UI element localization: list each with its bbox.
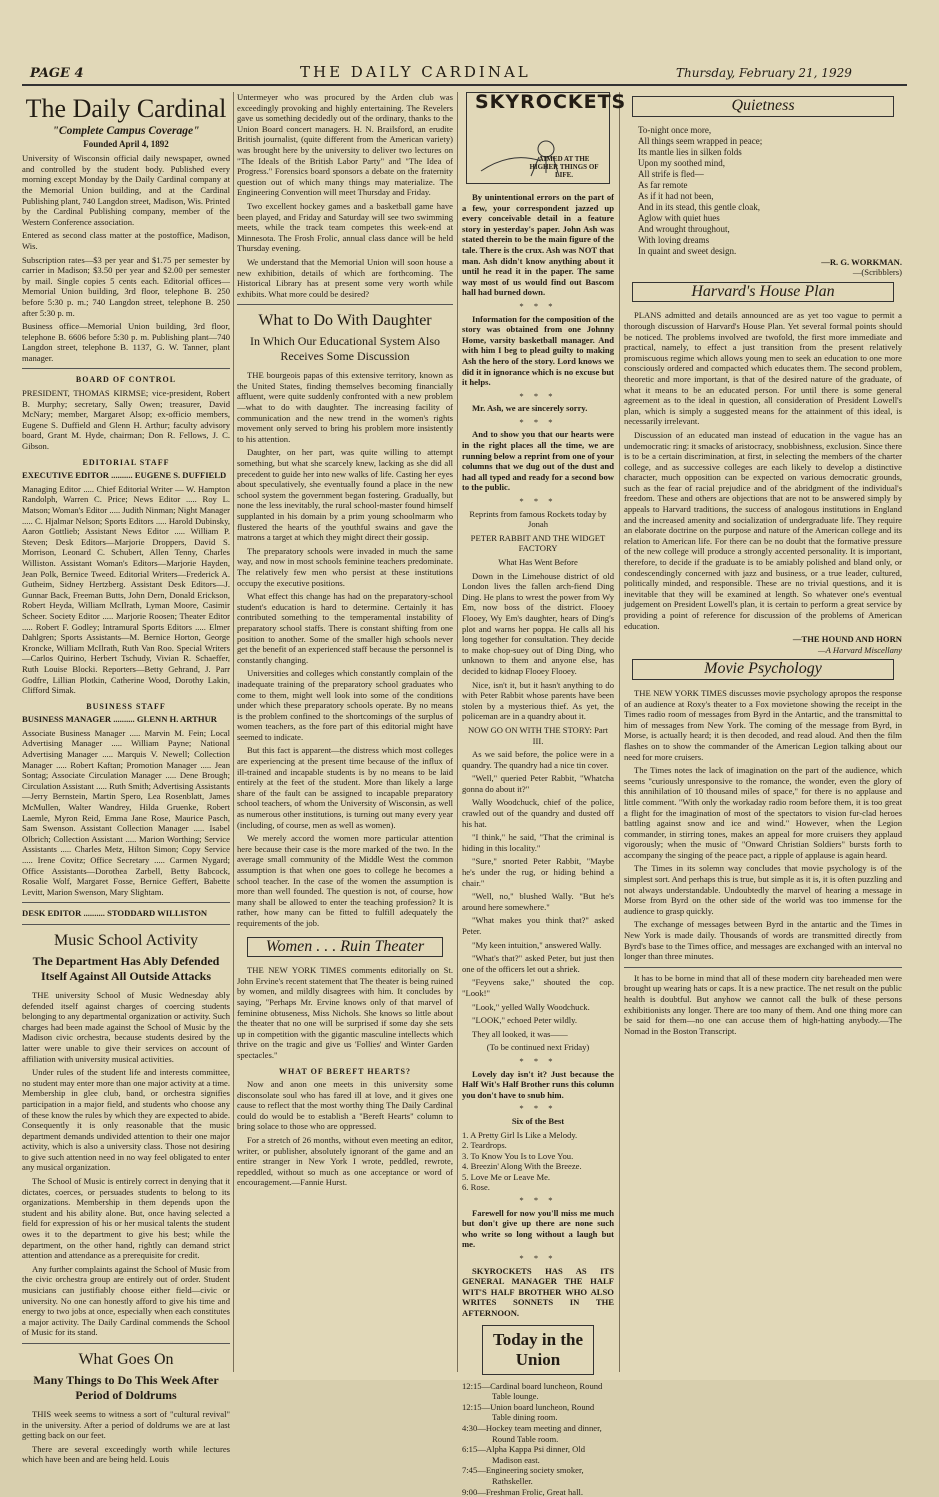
skyrockets-title: SKYROCKETS	[475, 91, 627, 113]
bereft-paragraph: Now and anon one meets in this university some disconsolate soul who has fared ill at love, and it gives one cause to reflect that the most worthy thing The Daily Cardinal could do would be to establish a "Bereft Hearts" column to bring solace to those who are oppressed.	[237, 1079, 453, 1132]
list-item: 2. Teardrops.	[462, 1140, 507, 1151]
list-item: 9:00—Freshman Frolic, Great hall.	[462, 1486, 584, 1497]
goes-on-paragraph: There are several exceedingly worth while lectures which have been and are being held. Louis	[22, 1443, 230, 1465]
story-paragraph: Down in the Limehouse district of old London lives the fallen arch-fiend Ding Ding. He plans to wrest the power from Wy Em, now boss of the district. Flooey Flooey, Wy Em's daughter, hears of Ding's plot and warns her poppa. He calls all his long together for consultation. They decide to make chop-suey out of Ding Ding, who unknown to them and anyone else, has decided to kidnap Flooey Flooey.	[462, 570, 614, 676]
business-manager: BUSINESS MANAGER .......... GLENN H. ARTHUR	[22, 714, 217, 725]
column-2	[237, 92, 453, 1374]
harvard-source-sub: —A Harvard Miscellany	[817, 644, 902, 655]
divider	[22, 924, 230, 925]
story-paragraph: As we said before, the police were in a quandry. The quandry had a nice tin cover.	[462, 749, 614, 770]
divider	[237, 304, 453, 305]
list-item: 6:15—Alpha Kappa Psi dinner, Old Madison east.	[462, 1444, 586, 1465]
skyrockets-subtitle: AIMED AT THE HIGHER THINGS OF LIFE.	[529, 155, 599, 179]
story-recap-heading: What Has Went Before	[498, 557, 578, 567]
story-paragraph: "Feyvens sake," shouted the cop. "Look!"	[462, 977, 614, 998]
daughter-paragraph: Daughter, on her part, was quite willing to attempt something, but what she scarcely knew, lacking as she did all precedent to guide her into new walks of life. Casting her eyes about speculatively, she eventually found a place in the new school system the government began fostering. Gradually, but none the less inevitably, the rural school-master found himself supplanted in his domain by a prim young schoolmarm who flustered the hearts of the youthful swains and gave the matrons a target at which they might direct their gossip.	[237, 447, 453, 543]
goes-on-continued: We understand that the Memorial Union will soon house a new exhibition, details of which are forthcoming. The Historical Library has at present some very worth while exhibits. What more could be desired?	[237, 256, 453, 299]
quietness-poem	[624, 125, 902, 257]
paper-title: The Daily Cardinal	[25, 94, 227, 123]
story-paragraph: They all looked, it was——	[472, 1028, 568, 1039]
daughter-paragraph: THE bourgeois papas of this extensive territory, known as the United States, finding themselves becoming financially affluent, were quite suddenly confronted with a new problem—what to do with daughter. The increasing facility of communication and the new trend in the women's rights movement only served to bring his problem more insistently to his attention.	[237, 370, 453, 444]
dingbat: * * *	[519, 1103, 557, 1114]
daughter-paragraph: What effect this change has had on the preparatory-school student's education is hard to determine. Certainly it has contributed something to the temperamental instability of preparatory school staffs. There is constant shifting from one position to another. Some of the smaller high schools never get the benefit of an experienced staff because the personnel is constantly changing.	[237, 591, 453, 665]
list-item: 4:30—Hockey team meeting and dinner, Round Table room.	[462, 1422, 602, 1444]
movie-paragraph: The Times notes the lack of imagination on the part of the audience, which seems "curiously unresponsive to the romance, the wonder, even the glory of this annihilation of 10 thousand miles of space," for there is no applause and little comment. "With only the workaday radio room before them, it is too great a flight for the imagination of most of the spectators to vision fur-clad heroes battling against snow and ice and wind." However, when the Legion commander, in stirring tones, makes an appeal for more cruisers they applaud vigorously; when the music of "Onward Christian Soldiers" bursts forth to accompany the singing of the peace pact, a ripple of applause is again heard.	[624, 765, 902, 860]
story-part-heading: NOW GO ON WITH THE STORY: Part III.	[468, 724, 608, 746]
dingbat: * * *	[519, 496, 557, 507]
dingbat: * * *	[519, 390, 557, 401]
six-best-list	[462, 1130, 614, 1194]
daughter-paragraph: But this fact is apparent—the distress which most colleges are experiencing at the present time because of the influx of ill-trained and incapable students is by no means to be laid entirely at the feet of the student. More than likely a large share of the fault can be assigned to incapable preparatory school teachers, of whom the University of Wisconsin, as well as numerous other institutions, is turning out many every year (including, of course, men as well as women).	[237, 745, 453, 830]
movie-psychology-headline: Movie Psychology	[632, 659, 894, 680]
dingbat: * * *	[519, 1055, 557, 1066]
movie-paragraph: The exchange of messages between Byrd in the antartic and the Times in New York is made daily. Thousands of words are transmitted directly from Byrd's base to the Times office, and messages are exchanged with an interval no longer than three minutes.	[624, 919, 902, 962]
skyrockets-paragraph: SKYROCKETS HAS AS ITS GENERAL MANAGER THE HALF WIT'S HALF BROTHER WHO ALSO WRITES SONNETS IN THE AFTERNOON.	[462, 1265, 614, 1318]
story-title: PETER RABBIT AND THE WIDGET FACTORY	[470, 532, 606, 554]
poem-line: In quaint and sweet design.	[638, 245, 737, 256]
business-staff-text: Associate Business Manager ..... Marvin M. Fein; Local Advertising Manager ..... William Payne; National Advertising Manager ..... Marquis V. Newell; Collection Manager ..... Robert Kaftan; Promotion Manager ..... Jean Sontag; Associate Circulation Manager ..... Dene Brough; Circulation Assistant ..... Ruth Smith; Advertising Assistants—Jerry Bernstein, Martin Spero, Lea Rosenblatt, James McMullen, Walter Wandrey, Hilda Gruenke, Robert Laemle, Myron Reid, Emma Jane Rose, Maurice Pasch, Sam Swenson. Assistant Collection Manager ..... Isabel Olbrich; Collection Assistant ..... Marion Worthing; Service Assistants ..... Charles Metz, Hilton Simon; Copy Service ..... Irene Covitz; Office Secretary ..... Carmen Nygard; Office Assistants—Dorothea Zarbell, Betty Babcock, Rosalie Wolf, Margaret Fosse, Bernice Geffert, Babette Levitt, Marion Swenson, Mary Slightam.	[22, 727, 230, 897]
story-paragraph: "Sure," snorted Peter Rabbit, "Maybe he's under the rug, or hiding behind a chair."	[462, 856, 614, 888]
poem-line: Aglow with quiet hues	[638, 212, 720, 223]
list-item: 7:45—Engineering society smoker, Rathskeller.	[462, 1465, 584, 1486]
quietness-headline: Quietness	[632, 96, 894, 117]
story-paragraph: "What makes you think that?" asked Peter.	[462, 915, 614, 936]
column-1	[22, 92, 230, 1465]
women-ruin-theater-headline: Women . . . Ruin Theater	[247, 937, 443, 958]
bereft-hearts-heading: WHAT OF BEREFT HEARTS?	[279, 1066, 411, 1076]
list-item: 4. Breezin' Along With the Breeze.	[462, 1161, 582, 1172]
business-office-text: Business office—Memorial Union building, 3rd floor, telephone B. 6606 before 5:30 p. m. Publishing plant—740 Langdon street, telephone B. 1137, G. W. Tanner, plant manager.	[22, 321, 230, 363]
column-divider	[619, 92, 620, 1372]
music-headline: Music School Activity	[54, 931, 198, 949]
daughter-subheadline: In Which Our Educational System Also Receives Some Discussion	[249, 334, 441, 364]
founded-date: Founded April 4, 1892	[83, 138, 169, 149]
story-paragraph: "I think," he said, "That the criminal is hiding in this locality."	[462, 832, 614, 853]
story-paragraph: "Look," yelled Wally Woodchuck.	[472, 1001, 590, 1012]
list-item: 1. A Pretty Girl Is Like a Melody.	[462, 1129, 578, 1140]
skyrockets-paragraph: Information for the composition of the story was obtained from one Johnny Home, varsity basketball manager. And with him I beg to plead guilty to making Ash the hero of the story. Lord knows we did it in ignorance which is no excuse but it helps.	[462, 313, 614, 388]
harvard-headline: Harvard's House Plan	[632, 282, 894, 303]
goes-on-paragraph: THIS week seems to witness a sort of "cultural revival" in the university. After a period of doldrums we are at last getting back on our feet.	[22, 1408, 230, 1441]
story-continued: (To be continued next Friday)	[486, 1042, 590, 1053]
poem-line: And wrought throughout,	[638, 223, 730, 234]
today-in-union-heading: Today in the Union	[482, 1325, 594, 1375]
union-schedule	[462, 1381, 614, 1497]
bereft-paragraph: For a stretch of 26 months, without even meeting an editor, writer, or publisher, absolutely ignorant of the game and an entire stranger in New York I wrote, peddled, rewrote, repeddled, without so much as one acceptance or word of encouragement.—Fannie Hurst.	[237, 1135, 453, 1188]
daughter-paragraph: Universities and colleges which constantly complain of the inadequate training of the preparatory school graduates who come to them, might well look into some of the conditions under which these preparatory schools operate. By no means is the problem confined to the shortcomings of the surplus of women teachers, as the fore part of this editorial might have seemed to indicate.	[237, 668, 453, 742]
executive-editor: EXECUTIVE EDITOR .......... EUGENE S. DUFFIELD	[22, 470, 227, 481]
movie-paragraph: The Times in its solemn way concludes that movie psychology is of the simplest sort. And perhaps this is true, but simple as it is, it is often puzzling and not always understandable. Undoubtedly the marvel of hearing a message in Morse from Byrd on the other side of the world was too immense for the audience to grasp quickly.	[624, 863, 902, 916]
music-paragraph: Under rules of the student life and interests committee, no student may enter more than one major activity at a time. Membership in glee club, band, or orchestra signifies participation in a major field, and students who choose any of these know the rules by which they are expected to abide. Consequently it is only reasonable that the music department demands undivided attention to their one major activity, which is also a university class. Those not desiring to give such attention need in no way feel obligated to enter any musical organization.	[22, 1067, 230, 1173]
editorial-staff-text: Managing Editor ..... Chief Editorial Writer — W. Hampton Randolph, Warren C. Price; News Editor ..... Roy L. Matson; Woman's Editor ..... Judith Ninman; Night Manager ..... C. Hjalmar Nelson; Sports Editors ..... Harold Dubinsky, Aaron Gottlieb; Assistant News Editor ..... William P. Steven; Desk Editors—Marjorie Droppers, David S. Morrison, Leonard C. Schubert, Allen Tenny, Charles Williston. Assistant Woman's Editors—Marjorie Hayden, Jean Polk, Bernice Tweed. Editorial Writers—Frederick A. Gutheim, Sidney Hertzberg. Assistant Desk Editors—J. Gunnar Back, Freeman Butts, John Dern, Donald Erickson, Robert Heyda, William McIlrath, Lyman Moore, Casimir Scheer. Society Editor ..... Marjorie Roosen; Theater Editor ..... Robert F. Godley; Intramural Sports Editors ..... Elmer Dahlgren; Sports Assistants—M. Bernice Horton, George Kroncke, William McIlrath, Ruth Van Roo. Special Writers—Carlos Quirino, Herbert Tschudy, Vivian R. Schaeffer, Ruth Louise Blocki. Reporters—Betty Gehrand, J. Parr Godfre, Lillian Plotkin, Catherine Wood, Dorothy Lakin, Clifford Simak.	[22, 483, 230, 696]
board-of-control-heading: BOARD OF CONTROL	[75, 375, 177, 385]
harvard-paragraph: PLANS admitted and details announced are as yet too vague to permit a thorough discussion of Harvard's House Plan. Yet several formal points should be noticed. The problems involved are twofold, the first more immediate and practical, namely, to effect a just transition from the present relatively promiscuous regime which allows young men to seek an education to one more consciously ordered and compacted which educates them. The second problem, theoretic and more important, is that of the desired nature of the graduate, of what it means to be an educated person. For until there is some general agreement as to the ideal in question, all consideration of President Lowell's plan, which is simply a suggested means for the attainment of this ideal, is necessarily irrelevant.	[624, 310, 902, 427]
poem-line: And in its stead, this gentle cloak,	[638, 201, 760, 212]
women-paragraph: THE NEW YORK TIMES comments editorially on St. John Ervine's recent statement that The theater is being ruined by women, and mildly disagrees with him. It concludes by saying, "Perhaps Mr. Ervine knows only of that marvel of feminine obtuseness, Miss Nichols. She knows so little about the theater that no one will be surprised if some day she sets up in competition with the gigantic masculine intellects which thrive on the tragic and give us 'Follies' and Winter Garden spectacles."	[237, 965, 453, 1060]
poem-line: As if it had not been,	[638, 190, 714, 201]
header-rule	[22, 84, 907, 86]
harvard-paragraph: Discussion of an educated man instead of education in the vague has an undemocratic ring: it smacks of aristocracy, snobbishness, exclusion. Since there is to be a certain discrimination, at first, in selecting the members of the charter college, and as successive colleges are each likely to develop a distinctive character, much opposition can be expected on various democratic grounds, such as the fear of racial prejudice and of the abridgment of the individual's freedom. These and others are objections that are not to be answered simply by appeals to Harvard traditions, the success of analogous institutions in England and the increased amenity and socialization of undergraduate life. They require an elaborate doctrine on the purpose and nature of the American college and its relation to American life. For there can be no doubt that the formative pressure of the new college will produce a strongly accented personality. It is important, therefore, to decide if the graduate is to be amiably polished and bland only, or condescendingly concerned with jazz and business, or a true leader, cultured, politically minded, and responsible. These are no trivial questions, and it is inevitable that they will be examined at length. So whatever one's eventual judgement on President Lowell's plan, it is certain to perform a great service by providing a point of reference for discussion of the problems of American education.	[624, 429, 902, 631]
story-paragraph: "What's that?" asked Peter, but just then one of the officers let out a shriek.	[462, 953, 614, 974]
poem-line: All strife is fled—	[638, 168, 704, 179]
story-paragraph: "LOOK," echoed Peter wildly.	[472, 1015, 578, 1026]
issue-date: Thursday, February 21, 1929	[676, 66, 852, 80]
daughter-paragraph: The preparatory schools were invaded in much the same way, and now in most schools feminine teachers predominate. The relatively few men who persist at these institutions occupy the executive positions.	[237, 545, 453, 588]
poem-author: —R. G. WORKMAN.	[821, 256, 902, 267]
harvard-source: —THE HOUND AND HORN	[792, 634, 902, 645]
movie-paragraph: THE NEW YORK TIMES discusses movie psychology apropos the response of an audience at Roxy's theater to a Fox movietone showing the receipt in the Times radio room of messages from Byrd in the Antartic, and the transmittal to him of messages from New York. The coming of the message from Byrd, in Morse, is actually heard; it is then decoded, and read aloud. And then the film flashes on to show the commander of the American Legion talking about our need for more cruisers.	[624, 687, 902, 762]
business-staff-heading: BUSINESS STAFF	[86, 701, 166, 711]
poem-line: Its mantle lies in silken folds	[638, 146, 742, 157]
skyrockets-paragraph: Mr. Ash, we are sincerely sorry.	[472, 403, 588, 414]
list-item: 12:15—Cardinal board luncheon, Round Table lounge.	[462, 1380, 603, 1402]
music-paragraph: THE university School of Music Wednesday ably defended itself against charges of coercing students belonging to any departmental organization or activity. Such charges had been made against the School of Music by the Madison civic orchestra, because students desired by the latter were unable to give their services on account of affiliation with university musical activities.	[22, 989, 230, 1064]
goes-on-continued: Untermeyer who was procured by the Arden club was exceedingly provoking and highly entertaining. The Revelers gave us something decidedly out of the ordinary, thanks to the Union Board concert managers. H. N. Brailsford, an erudite British journalist, (quite different from the American variety) was brought here by the university to deliver two lectures on "The Ideals of the British Labor Party" and "The Idea of Progress." Forensics board sponsors a debate on the fraternity question out of which many things may materialize. The Engineering Convention will meet Thursday and Friday.	[237, 92, 453, 198]
goes-on-subheadline: Many Things to Do This Week After Period of Doldrums	[33, 1372, 219, 1402]
poem-line: As far remote	[638, 179, 688, 190]
poem-line: All things seem wrapped in peace;	[638, 135, 763, 146]
masthead: THE DAILY CARDINAL	[300, 63, 531, 81]
skyrockets-banner	[466, 91, 627, 184]
list-item: 6. Rose.	[462, 1182, 490, 1193]
story-paragraph: Wally Woodchuck, chief of the police, crawled out of the quandry and dusted off his hat.	[462, 797, 614, 829]
list-item: 12:15—Union board luncheon, Round Table dining room.	[462, 1401, 595, 1423]
daughter-headline: What to Do With Daughter	[258, 312, 432, 330]
daughter-paragraph: We merely accord the women more particular attention here because their case is the more marked of the two. In the average small community of the Middle West the common assumption is that when one goes to college he becomes a school teacher. In the case of the women the assumption is more than well founded. The question is not, of course, how many shall be allowed to enter the teaching profession? It is rather, how many can be fitted to fulfill adequately the requirements of the job.	[237, 833, 453, 928]
story-paragraph: Nice, isn't it, but it hasn't anything to do with Peter Rabbit whose parents have been stolen by a mysterious thief. As yet, the policeman are in a quandry about it.	[462, 679, 614, 722]
skyrockets-paragraph: Farewell for now you'll miss me much but don't give up there are none such who write so long without a laugh but me.	[462, 1207, 614, 1250]
column-divider	[457, 92, 458, 1372]
rates-text: Subscription rates—$3 per year and $1.75 per semester by carrier in Madison; $3.50 per year and $2.00 per semester by mail. Single copies 5 cents each. Editorial offices—Memorial Union building, 3rd floor, telephone B. 250 before 5:30 p. m.; 740 Langdon street, telephone B. 250 after 5:30 p. m.	[22, 254, 230, 318]
about-text: University of Wisconsin official daily newspaper, owned and controlled by the student body. Published every morning except Monday by the Daily Cardinal company at the Memorial Union building, and at the Cardinal Publishing plant, 740 Langdon street, Madison, Wis. Printed by the Cardinal Publishing company, member of the Western Conference association.	[22, 153, 230, 227]
column-divider	[233, 92, 234, 1372]
poem-line: Upon my soothed mind,	[638, 157, 725, 168]
editorial-staff-heading: EDITORIAL STAFF	[82, 457, 170, 467]
poem-line: With loving dreams	[638, 234, 710, 245]
goes-on-continued: Two excellent hockey games and a basketball game have been played, and Friday and Saturday will see two swimming meets, while the track team competes this week-end at Minnesota. The Frosh Frolic, annual class dance will be held Thursday evening.	[237, 200, 453, 254]
dingbat: * * *	[519, 416, 557, 427]
desk-editor: DESK EDITOR .......... STODDARD WILLISTON	[22, 908, 208, 919]
poem-line: To-night once more,	[638, 124, 712, 135]
six-best-heading: Six of the Best	[511, 1115, 565, 1126]
divider	[22, 1343, 230, 1344]
poem-source: —(Scribblers)	[852, 267, 902, 278]
nomad-paragraph: It has to be borne in mind that all of these modern city bareheaded men were brought up wearing hats or caps. It is a new practice. The net result on the public health is doubtful. But anyhow we cannot call the bulk of these persons exhibitionists any longer. There are too many of them. And one thing more can be said for them—no one can accuse them of high-hatting anybody.—The Nomad in the Boston Transcript.	[624, 972, 902, 1036]
board-of-control-text: PRESIDENT, THOMAS KIRMSE; vice-president, Robert B. Murphy; secretary, Sally Owen; treasurer, David McNary; member, Margaret Alsop; ex-officio members, Eugene S. Duffield and Glenn H. Arthur; faculty advisory board, Grant M. Hyde, chairman; Don R. Fellows, J. C. Gibson.	[22, 388, 230, 452]
dingbat: * * *	[519, 1195, 557, 1206]
divider	[22, 902, 230, 903]
skyrockets-paragraph: Lovely day isn't it? Just because the Half Wit's Half Brother runs this column you don't have to snub him.	[462, 1068, 614, 1100]
page-number: PAGE 4	[30, 66, 84, 81]
story-paragraph: "My keen intuition," answered Wally.	[472, 939, 602, 950]
list-item: 5. Love Me or Leave Me.	[462, 1171, 551, 1182]
divider	[624, 967, 902, 968]
entered-text: Entered as second class matter at the postoffice, Madison, Wis.	[22, 230, 230, 251]
music-subheadline: The Department Has Ably Defended Itself Against All Outside Attacks	[32, 953, 220, 983]
dingbat: * * *	[519, 300, 557, 311]
skyrockets-paragraph: By unintentional errors on the part of a few, your correspondent jazzed up every conceivable detail in a feature story in yesterday's paper. John Ash was stated therein to be the main figure of the tale. There is the crux. Ash was NOT that man. Ash didn't know anything about it until he read it in the paper. The same way most of us would find out Bascom hall had burned down.	[462, 192, 614, 298]
column-3	[462, 91, 627, 1497]
column-4	[624, 92, 902, 1374]
story-paragraph: "Well, no," blushed Wally. "But he's around here somewhere."	[462, 891, 614, 912]
reprint-line: Reprints from famous Rockets today by Jonah	[469, 508, 607, 530]
music-paragraph: The School of Music is entirely correct in denying that it dictates, coerces, or persuades students to belong to its organizations. Membership in them depends upon the student and his ability alone. But, once having selected a field for expression of his or her musical talents the student owes it to the department to give his best; while the department, on the other hand, rightly can demand strict attention and attendance as a prerequisite for credit.	[22, 1176, 230, 1261]
story-paragraph: "Well," queried Peter Rabbit, "Whatcha gonna do about it?"	[462, 773, 614, 794]
music-paragraph: Any further complaints against the School of Music from the civic orchestra group are entirely out of order. Student musicians can justifiably choose either field—civic or university. No one can honestly afford to give his time and energy to two jobs at once, especially when each constitutes a major activity. The Daily Cardinal commends the School of Music for its stand.	[22, 1263, 230, 1338]
divider	[22, 368, 230, 369]
dingbat: * * *	[519, 1253, 557, 1264]
skyrockets-paragraph: And to show you that our hearts were in the right places all the time, we are running below a reprint from one of your columns that we dug out of the dust and had all typed and ready for a second bow to the public.	[462, 429, 614, 493]
goes-on-headline: What Goes On	[78, 1350, 174, 1368]
paper-motto: "Complete Campus Coverage"	[52, 125, 200, 137]
list-item: 3. To Know You Is to Love You.	[462, 1150, 574, 1161]
